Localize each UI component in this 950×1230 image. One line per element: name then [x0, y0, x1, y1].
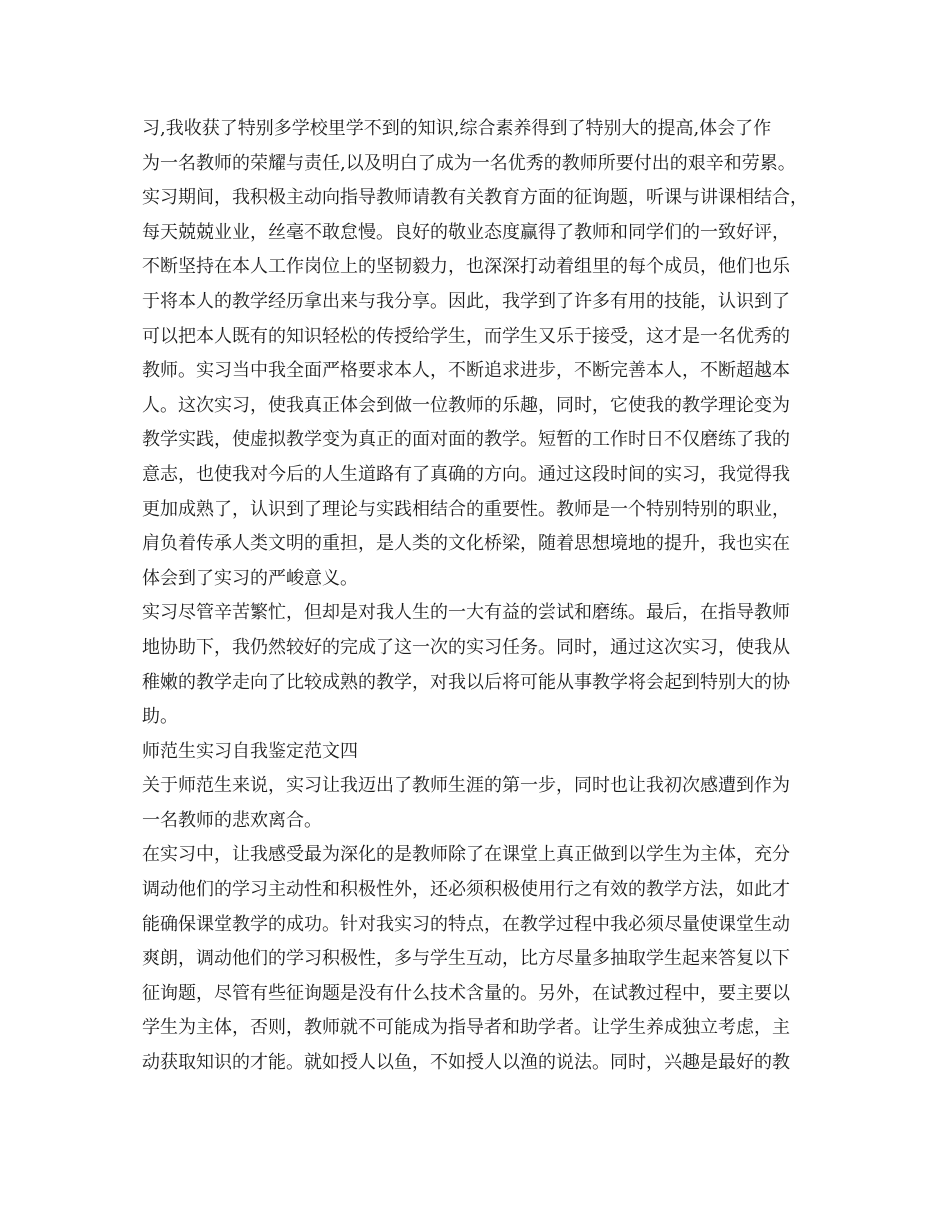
text-line: 肩负着传承人类文明的重担，是人类的文化桥梁，随着思想境地的提升，我也实在: [142, 533, 790, 555]
text-line: 每天兢兢业业，丝毫不敢怠慢。良好的敬业态度赢得了教师和同学们的一致好评，: [142, 221, 790, 243]
text-line: 在实习中，让我感受最为深化的是教师除了在课堂上真正做到以学生为主体，充分: [142, 844, 790, 866]
text-line: 地协助下，我仍然较好的完成了这一次的实习任务。同时，通过这次实习，使我从: [142, 636, 790, 658]
document-body: [142, 112, 832, 1081]
text-line: 稚嫩的教学走向了比较成熟的教学，对我以后将可能从事教学将会起到特别大的协: [142, 671, 790, 693]
text-line: 动获取知识的才能。就如授人以鱼，不如授人以渔的说法。同时，兴趣是最好的教: [142, 1052, 790, 1074]
text-line: 习,我收获了特别多学校里学不到的知识,综合素养得到了特别大的提高,体会了作: [142, 118, 772, 139]
text-line: 教师。实习当中我全面严格要求本人，不断追求进步，不断完善本人，不断超越本: [142, 360, 790, 382]
text-line: 助。: [142, 706, 178, 728]
section-heading: 师范生实习自我鉴定范文四: [142, 740, 358, 762]
text-line: 可以把本人既有的知识轻松的传授给学生，而学生又乐于接受，这才是一名优秀的: [142, 325, 790, 347]
text-line: 为一名教师的荣耀与责任,以及明白了成为一名优秀的教师所要付出的艰辛和劳累。: [142, 152, 796, 174]
text-line: 能确保课堂教学的成功。针对我实习的特点，在教学过程中我必须尽量使课堂生动: [142, 913, 790, 935]
text-line: 征询题，尽管有些征询题是没有什么技术含量的。另外，在试教过程中，要主要以: [142, 982, 790, 1004]
text-line: 关于师范生来说，实习让我迈出了教师生涯的第一步，同时也让我初次感遭到作为: [142, 775, 790, 797]
text-line: 体会到了实习的严峻意义。: [142, 567, 358, 589]
text-line: 不断坚持在本人工作岗位上的坚韧毅力，也深深打动着组里的每个成员，他们也乐: [142, 256, 790, 278]
text-line: 调动他们的学习主动性和积极性外，还必须积极使用行之有效的教学方法，如此才: [142, 879, 790, 901]
text-line: 实习期间，我积极主动向指导教师请教有关教育方面的征询题，听课与讲课相结合，: [142, 187, 808, 209]
text-line: 人。这次实习，使我真正体会到做一位教师的乐趣，同时，它使我的教学理论变为: [142, 394, 790, 416]
text-line: 意志，也使我对今后的人生道路有了真确的方向。通过这段时间的实习，我觉得我: [142, 463, 790, 485]
text-line: 于将本人的教学经历拿出来与我分享。因此，我学到了许多有用的技能，认识到了: [142, 290, 790, 312]
text-line: 爽朗，调动他们的学习积极性，多与学生互动，比方尽量多抽取学生起来答复以下: [142, 948, 790, 970]
text-line: 教学实践，使虚拟教学变为真正的面对面的教学。短暂的工作时日不仅磨练了我的: [142, 429, 790, 451]
text-line: 一名教师的悲欢离合。: [142, 809, 322, 831]
text-line: 实习尽管辛苦繁忙，但却是对我人生的一大有益的尝试和磨练。最后，在指导教师: [142, 602, 790, 624]
text-line: 更加成熟了，认识到了理论与实践相结合的重要性。教师是一个特别特别的职业，: [142, 498, 790, 520]
text-line: 学生为主体，否则，教师就不可能成为指导者和助学者。让学生养成独立考虑，主: [142, 1017, 790, 1039]
